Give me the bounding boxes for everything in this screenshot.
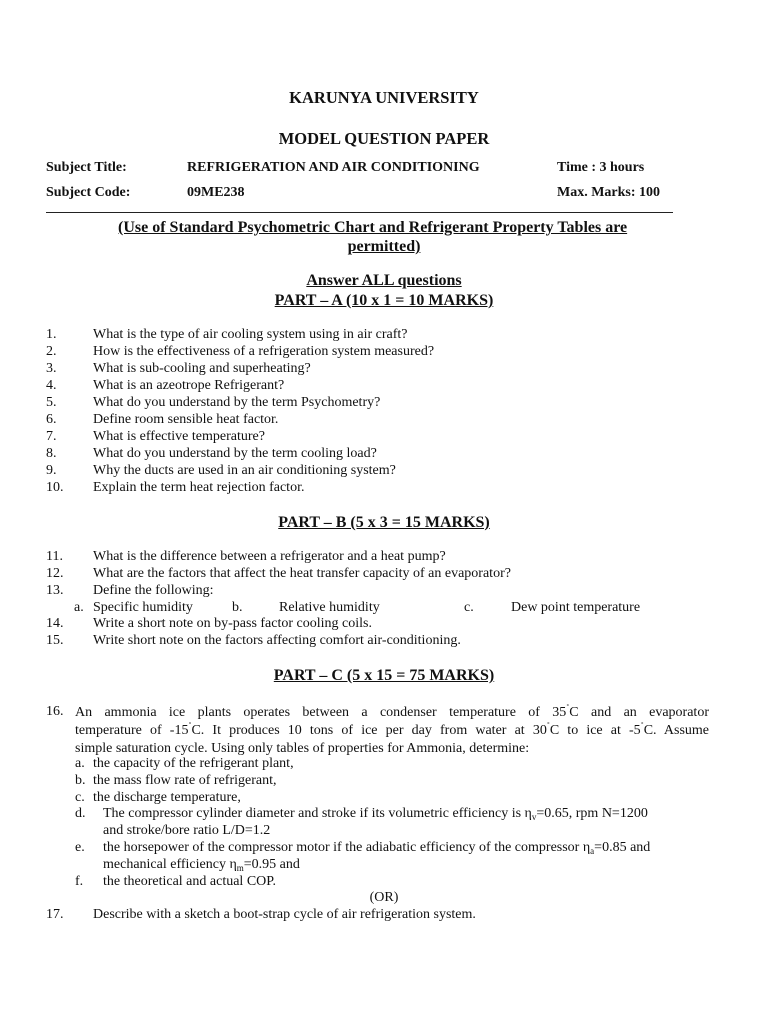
question-text: Define the following: [93, 583, 214, 598]
question-number: 2. [46, 344, 57, 359]
sub-label: c. [75, 790, 85, 805]
note-line-2: permitted) [347, 238, 421, 255]
question-number: 3. [46, 361, 57, 376]
question-text: What is effective temperature? [93, 429, 265, 444]
question-number: 13. [46, 583, 64, 598]
question-text: Write a short note on by-pass factor cooling coils. [93, 616, 372, 631]
sub-text: mechanical efficiency $\eta_m=0.95$ and [103, 857, 300, 873]
sub-text: the discharge temperature, [93, 790, 241, 805]
question-number: 12. [46, 566, 64, 581]
question-text: What are the factors that affect the heat transfer capacity of an evaporator? [93, 566, 511, 581]
question-text: What do you understand by the term cooling load? [93, 446, 377, 461]
question-text: Write short note on the factors affecting comfort air-conditioning. [93, 633, 461, 648]
question-number: 7. [46, 429, 57, 444]
sub-label: d. [75, 806, 86, 821]
part-a-heading: PART – A (10 x 1 = 10 MARKS) [274, 292, 494, 309]
question-text: Why the ducts are used in an air conditioning system? [93, 463, 396, 478]
max-marks-label: Max. Marks: 100 [557, 185, 661, 200]
question-number: 11. [46, 549, 63, 564]
question-16-paragraph: An ammonia ice plants operates between a condenser temperature of 35˚C and an evaporator temperature of -15˚C. It produces 10 tons of ice per day from water at 30˚C to ice at -5˚C. Assume simple saturation cycle. Using only tables of properties for Ammonia, determine: [75, 703, 709, 756]
subject-title-label: Subject Title: [46, 160, 127, 175]
option-text: Relative humidity [279, 600, 380, 615]
instruction: Answer ALL questions [306, 272, 462, 289]
sub-label: f. [75, 874, 84, 889]
option-text: Dew point temperature [511, 600, 641, 615]
sub-label: e. [75, 840, 85, 855]
question-text: What do you understand by the term Psychometry? [93, 395, 381, 410]
question-text: What is the type of air cooling system using in air craft? [93, 327, 408, 342]
question-number: 9. [46, 463, 57, 478]
question-number: 1. [46, 327, 57, 342]
question-number: 4. [46, 378, 57, 393]
question-number: 6. [46, 412, 57, 427]
question-text: Explain the term heat rejection factor. [93, 480, 305, 495]
question-number: 17. [46, 907, 64, 922]
sub-label: b. [75, 773, 86, 788]
sub-text: the mass flow rate of refrigerant, [93, 773, 277, 788]
sub-text: the theoretical and actual COP. [103, 874, 276, 889]
question-text: What is sub-cooling and superheating? [93, 361, 311, 376]
question-text: What is an azeotrope Refrigerant? [93, 378, 285, 393]
header-divider [46, 212, 673, 213]
question-text: Define room sensible heat factor. [93, 412, 279, 427]
option-text: Specific humidity [93, 600, 193, 615]
option-label: c. [464, 600, 474, 615]
note-line-1: (Use of Standard Psychometric Chart and Refrigerant Property Tables are [118, 219, 628, 236]
sub-label: a. [75, 756, 85, 771]
part-b-heading: PART – B (5 x 3 = 15 MARKS) [278, 514, 490, 531]
question-text: How is the effectiveness of a refrigeration system measured? [93, 344, 435, 359]
subject-title-value: REFRIGERATION AND AIR CONDITIONING [187, 160, 480, 175]
time-label: Time : 3 hours [557, 160, 645, 175]
question-number: 16. [46, 704, 64, 719]
question-number: 14. [46, 616, 64, 631]
or-separator: (OR) [369, 890, 399, 905]
sub-text: The compressor cylinder diameter and stroke if its volumetric efficiency is $\eta_v=0.65$, rpm N=1200 [103, 806, 648, 822]
option-label: a. [74, 600, 84, 615]
question-text: Describe with a sketch a boot-strap cycle of air refrigeration system. [93, 907, 476, 922]
option-label: b. [232, 600, 243, 615]
sub-text: the capacity of the refrigerant plant, [93, 756, 294, 771]
part-c-heading: PART – C (5 x 15 = 75 MARKS) [273, 667, 495, 684]
question-number: 5. [46, 395, 57, 410]
paper-title: MODEL QUESTION PAPER [278, 129, 490, 148]
question-text: What is the difference between a refrigerator and a heat pump? [93, 549, 446, 564]
question-number: 10. [46, 480, 64, 495]
question-number: 8. [46, 446, 57, 461]
question-number: 15. [46, 633, 64, 648]
subject-code-label: Subject Code: [46, 185, 131, 200]
sub-text: and stroke/bore ratio L/D=1.2 [103, 823, 271, 838]
sub-text: the horsepower of the compressor motor if the adiabatic efficiency of the compressor $\eta_a=0.85$ and [103, 840, 651, 856]
university-name: KARUNYA UNIVERSITY [289, 88, 479, 107]
subject-code-value: 09ME238 [187, 185, 245, 200]
